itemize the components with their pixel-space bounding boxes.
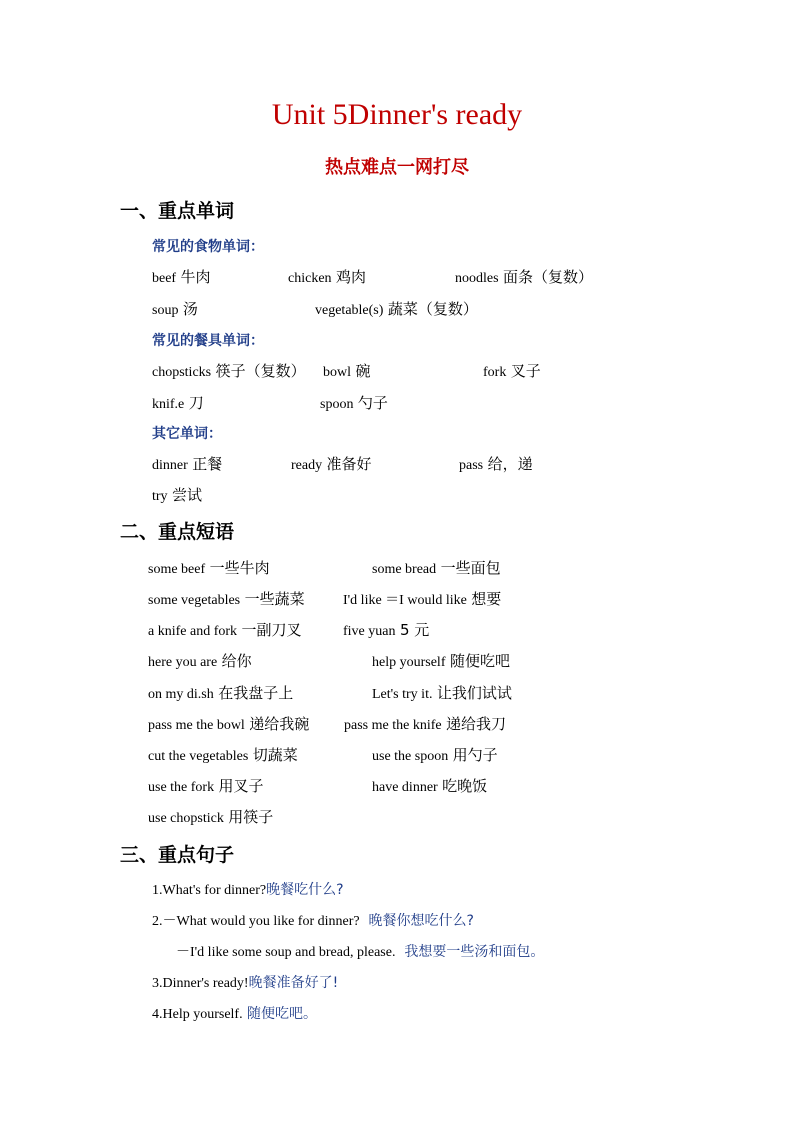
sentence-item: 1.What's for dinner?晚餐吃什么?: [152, 882, 344, 898]
word-item: beef 牛肉: [152, 268, 211, 286]
word-item: knif.e 刀: [152, 394, 204, 412]
section-heading-sentences: 三、重点句子: [120, 844, 235, 866]
category-food-label: 常见的食物单词：: [152, 239, 264, 255]
word-item: dinner 正餐: [152, 455, 223, 473]
category-other-label: 其它单词：: [152, 426, 222, 442]
phrase-item: five yuan 5 元: [343, 621, 430, 639]
word-item: chicken 鸡肉: [288, 268, 366, 286]
phrase-item: Let's try it. 让我们试试: [372, 684, 512, 702]
sentence-item: －I'd like some soup and bread, please. 我想要一些汤和面包。: [176, 944, 545, 960]
word-item: vegetable(s) 蔬菜（复数）: [315, 300, 478, 318]
phrase-item: use chopstick 用筷子: [148, 808, 274, 826]
word-item: chopsticks 筷子（复数）: [152, 362, 306, 380]
phrase-item: I'd like ＝I would like 想要: [343, 590, 502, 608]
page-subtitle: 热点难点一网打尽: [325, 157, 469, 178]
word-item: try 尝试: [152, 486, 203, 504]
sentence-item: 4.Help yourself. 随便吃吧。: [152, 1006, 318, 1022]
page-title: Unit 5Dinner's ready: [271, 98, 523, 131]
word-item: noodles 面条（复数）: [455, 268, 594, 286]
section-heading-phrases: 二、重点短语: [120, 521, 235, 543]
phrase-item: cut the vegetables 切蔬菜: [148, 746, 298, 764]
phrase-item: some bread 一些面包: [372, 559, 501, 577]
phrase-item: have dinner 吃晚饭: [372, 777, 488, 795]
word-item: spoon 勺子: [320, 394, 388, 412]
phrase-item: here you are 给你: [148, 652, 252, 670]
phrase-item: pass me the bowl 递给我碗: [148, 715, 310, 733]
phrase-item: use the spoon 用勺子: [372, 746, 498, 764]
word-item: bowl 碗: [323, 362, 371, 380]
word-item: pass 给，递: [459, 455, 533, 473]
section-heading-words: 一、重点单词: [120, 200, 235, 222]
category-tableware-label: 常见的餐具单词：: [152, 333, 264, 349]
phrase-item: pass me the knife 递给我刀: [344, 715, 507, 733]
sentence-item: 2.－What would you like for dinner? 晚餐你想吃什么?: [152, 913, 474, 929]
word-item: fork 叉子: [483, 362, 541, 380]
word-item: ready 准备好: [291, 455, 372, 473]
phrase-item: use the fork 用叉子: [148, 777, 264, 795]
phrase-item: on my di.sh 在我盘子上: [148, 684, 294, 702]
word-item: soup 汤: [152, 300, 198, 318]
phrase-item: help yourself 随便吃吧: [372, 652, 510, 670]
sentence-item: 3.Dinner's ready!晚餐准备好了!: [152, 975, 339, 991]
phrase-item: some beef 一些牛肉: [148, 559, 270, 577]
phrase-item: some vegetables 一些蔬菜: [148, 590, 305, 608]
phrase-item: a knife and fork 一副刀叉: [148, 621, 302, 639]
